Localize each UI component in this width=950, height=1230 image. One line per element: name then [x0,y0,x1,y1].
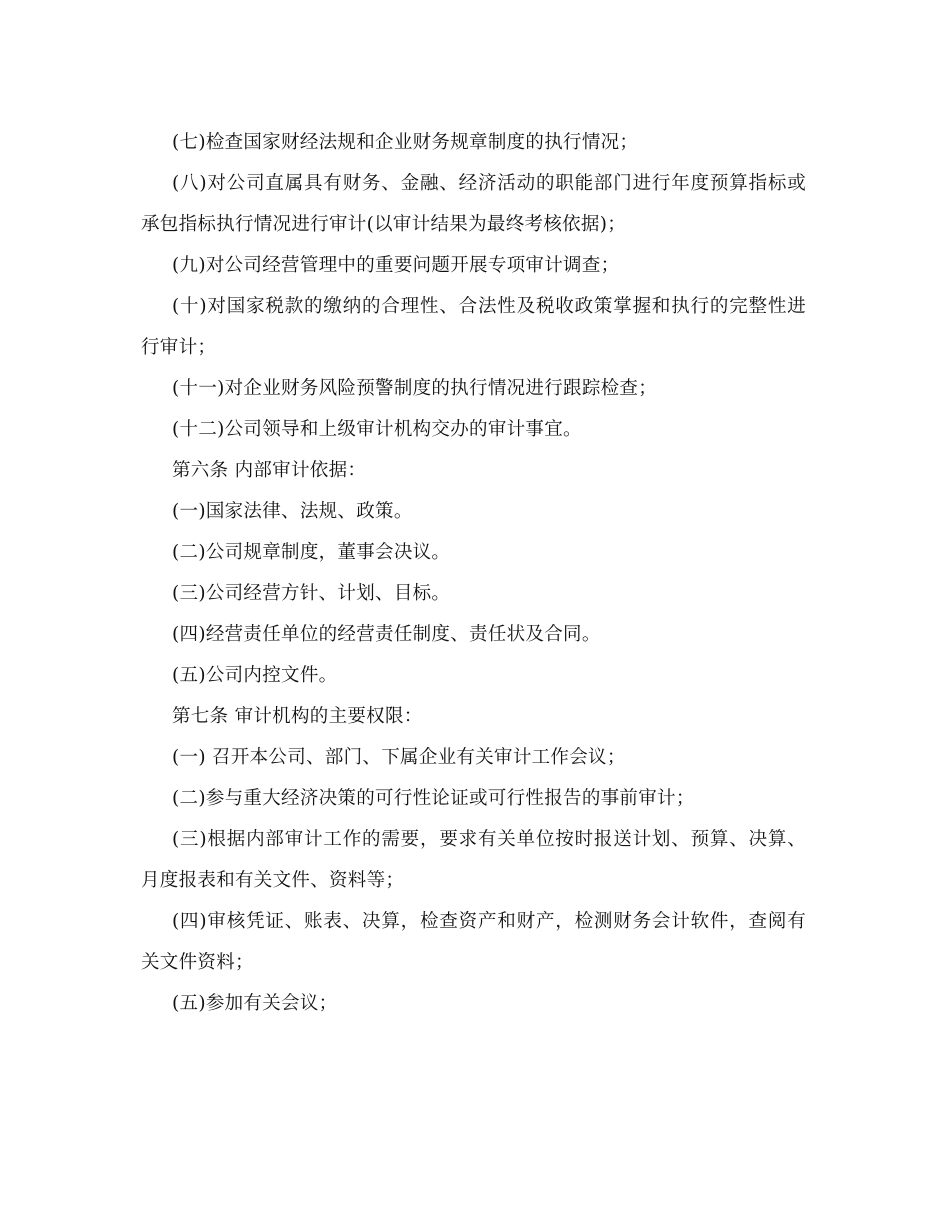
basis-item-3: (三)公司经营方针、计划、目标。 [172,583,451,604]
basis-item-4: (四)经营责任单位的经营责任制度、责任状及合同。 [172,624,601,645]
paragraph-item-8: (八)对公司直属具有财务、金融、经济活动的职能部门进行年度预算指标或承包指标执行情况进行审计(以审计结果为最终考核依据)； [141,173,806,235]
paragraph-item-9: (九)对公司经营管理中的重要问题开展专项审计调查； [172,255,620,276]
document-body [141,122,806,1024]
paragraph-item-12: (十二)公司领导和上级审计机构交办的审计事宜。 [172,419,582,440]
basis-item-1: (一)国家法律、法规、政策。 [172,501,413,522]
paragraph-item-7: (七)检查国家财经法规和企业财务规章制度的执行情况； [172,132,639,153]
authority-item-4: (四)审核凭证、账表、决算，检查资产和财产，检测财务会计软件，查阅有关文件资料； [141,911,806,973]
article-6-heading: 第六条 内部审计依据： [172,460,367,481]
authority-item-1: (一) 召开本公司、部门、下属企业有关审计工作会议； [172,747,626,768]
authority-item-2: (二)参与重大经济决策的可行性论证或可行性报告的事前审计； [172,788,695,809]
article-7-heading: 第七条 审计机构的主要权限： [172,706,423,727]
paragraph-item-10: (十)对国家税款的缴纳的合理性、合法性及税收政策掌握和执行的完整性进行审计； [141,296,806,358]
paragraph-item-11: (十一)对企业财务风险预警制度的执行情况进行跟踪检查； [172,378,658,399]
authority-item-5: (五)参加有关会议； [172,993,338,1014]
authority-item-3: (三)根据内部审计工作的需要，要求有关单位按时报送计划、预算、决算、月度报表和有关文件、资料等； [141,829,806,891]
basis-item-5: (五)公司内控文件。 [172,665,338,686]
basis-item-2: (二)公司规章制度，董事会决议。 [172,542,451,563]
